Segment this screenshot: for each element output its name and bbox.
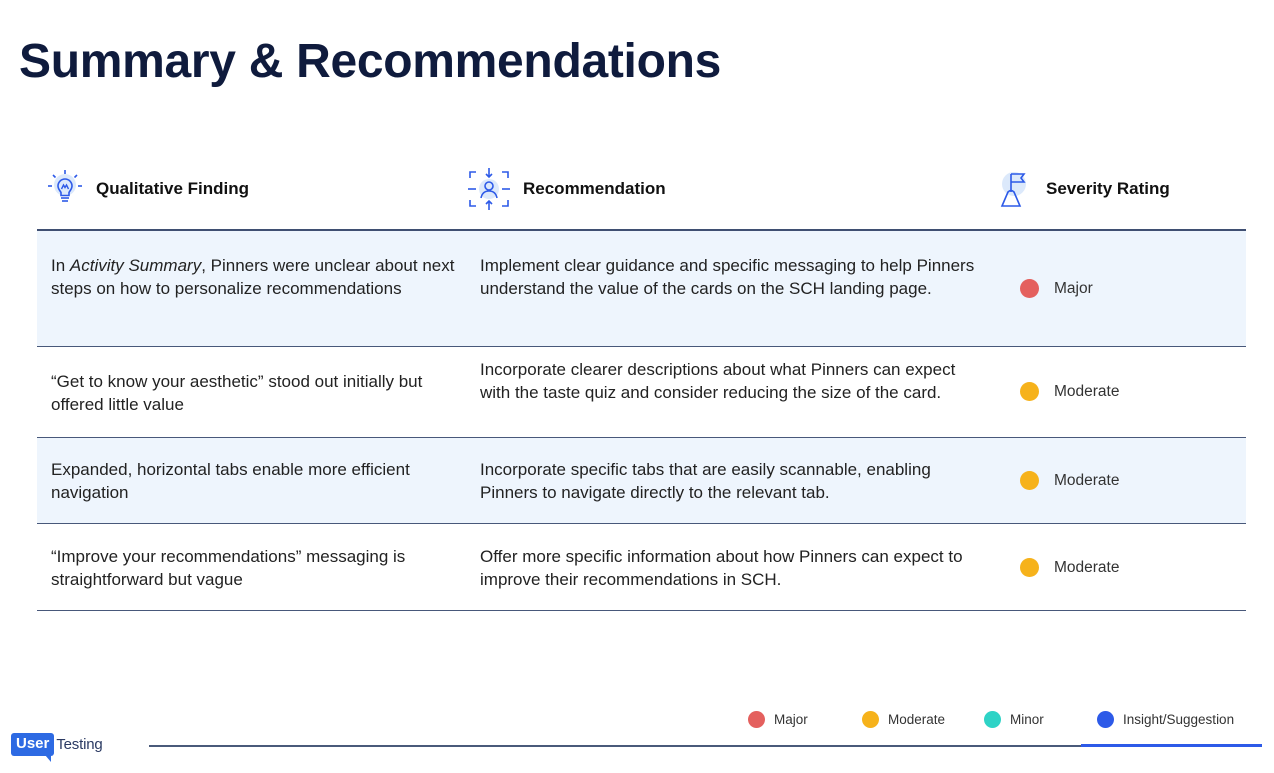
- logo-user-badge: User: [11, 733, 54, 756]
- recommendation-text: Implement clear guidance and specific messaging to help Pinners understand the value of the cards on the SCH landing page.: [480, 256, 975, 298]
- severity-label: Moderate: [1054, 471, 1120, 489]
- legend-label: Insight/Suggestion: [1123, 712, 1235, 727]
- legend-label: Minor: [1010, 712, 1044, 727]
- user-focus-icon: [467, 166, 511, 212]
- recommendation-text: Incorporate specific tabs that are easily scannable, enabling Pinners to navigate directly to the relevant tab.: [480, 460, 931, 502]
- usertesting-logo: [11, 733, 103, 756]
- flag-summit-icon: [998, 168, 1034, 210]
- severity-dot: [1020, 558, 1039, 577]
- table-row: [37, 231, 1246, 347]
- severity-label: Major: [1054, 279, 1093, 297]
- severity-dot: [1020, 382, 1039, 401]
- severity-rating: [1020, 382, 1119, 401]
- legend-item-insight: [1097, 711, 1234, 728]
- legend-dot: [862, 711, 879, 728]
- page-title: Summary & Recommendations: [19, 35, 722, 88]
- column-header-recommendation: [467, 167, 666, 211]
- legend-dot: [748, 711, 765, 728]
- finding-text: “Improve your recommendations” messaging is straightforward but vague: [51, 547, 406, 589]
- column-header-severity: [998, 167, 1170, 211]
- column-header-recommendation-label: Recommendation: [523, 179, 666, 198]
- lightbulb-icon: [46, 167, 84, 211]
- footer-accent-bar: [1081, 744, 1262, 747]
- severity-rating: [1020, 279, 1093, 298]
- severity-label: Moderate: [1054, 382, 1120, 400]
- severity-rating: [1020, 558, 1119, 577]
- finding-rest: , Pinners were unclear about next steps on how to personalize recommendations: [51, 256, 455, 298]
- legend-item-minor: [984, 711, 1044, 728]
- logo-testing-text: Testing: [56, 736, 103, 753]
- legend-label: Major: [774, 712, 808, 727]
- table-row: [37, 438, 1246, 524]
- legend-dot: [1097, 711, 1114, 728]
- legend-item-moderate: [862, 711, 945, 728]
- finding-text: [51, 254, 461, 300]
- table-row: [37, 524, 1246, 611]
- column-header-severity-label: Severity Rating: [1046, 179, 1170, 198]
- column-header-finding-label: Qualitative Finding: [96, 179, 250, 198]
- recommendation-text: Incorporate clearer descriptions about what Pinners can expect with the taste quiz and consider reducing the size of the card.: [480, 360, 956, 402]
- legend-label: Moderate: [888, 712, 946, 727]
- severity-dot: [1020, 471, 1039, 490]
- finding-prefix: In: [51, 256, 70, 275]
- recommendation-text: Offer more specific information about how Pinners can expect to improve their recommendations in SCH.: [480, 547, 963, 589]
- severity-rating: [1020, 471, 1119, 490]
- finding-text: “Get to know your aesthetic” stood out initially but offered little value: [51, 372, 423, 414]
- table-row: [37, 347, 1246, 438]
- severity-dot: [1020, 279, 1039, 298]
- severity-label: Moderate: [1054, 558, 1120, 576]
- column-header-finding: [46, 167, 249, 211]
- finding-emphasis: Activity Summary: [69, 256, 202, 275]
- legend-item-major: [748, 711, 808, 728]
- finding-text: Expanded, horizontal tabs enable more efficient navigation: [51, 460, 410, 502]
- legend-dot: [984, 711, 1001, 728]
